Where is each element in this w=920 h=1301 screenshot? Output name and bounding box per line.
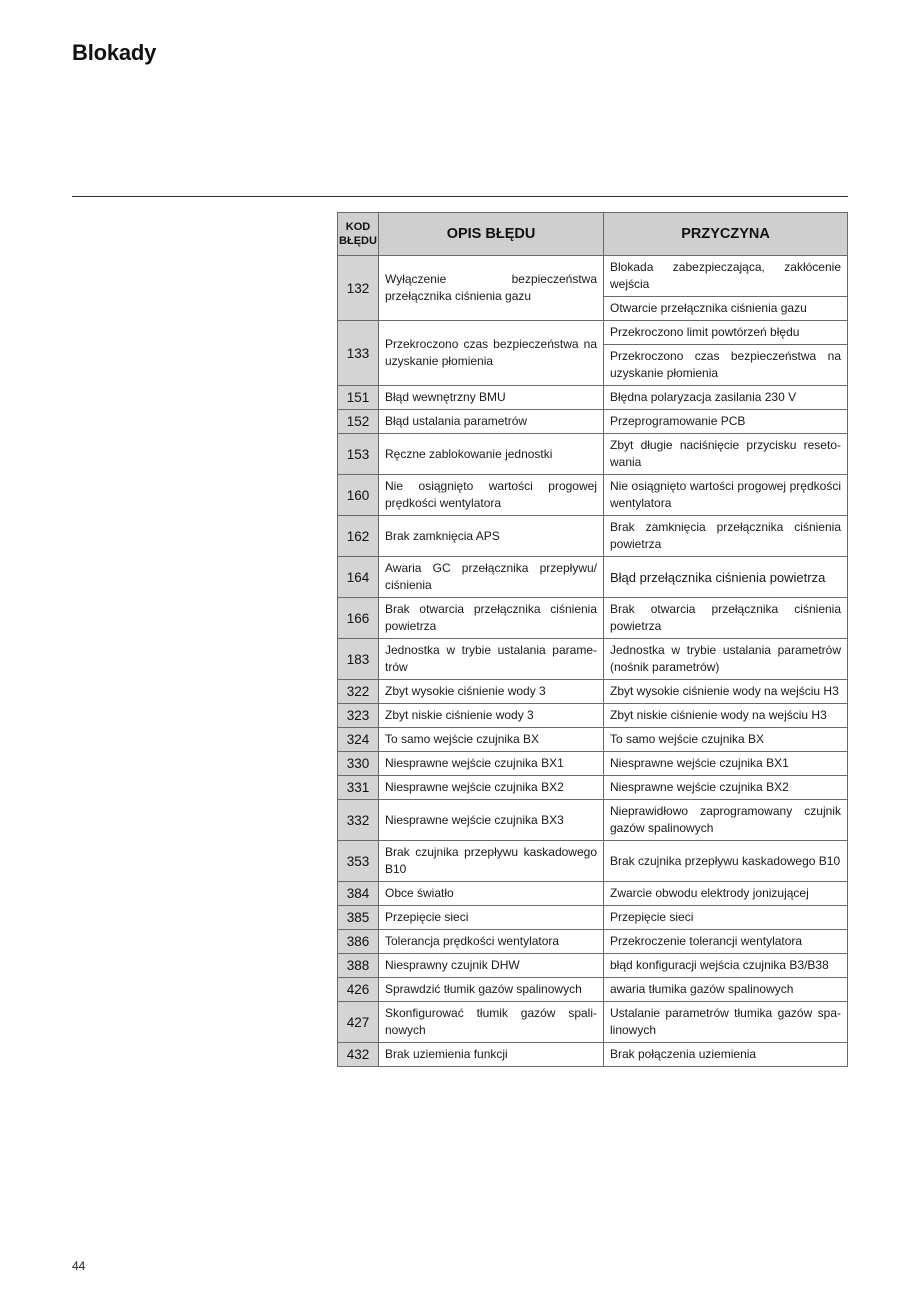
error-code-table <box>337 212 848 1067</box>
table-row <box>338 752 848 776</box>
error-cause-cell: błąd konfiguracji wejścia czujnika B3/B38 <box>604 954 848 978</box>
error-code-cell: 324 <box>338 728 379 752</box>
table-row <box>338 680 848 704</box>
error-cause-cell: Błąd przełącznika ciśnienia powietrza <box>604 557 848 598</box>
table-row <box>338 386 848 410</box>
header-error-description: OPIS BŁĘDU <box>379 213 604 256</box>
error-cause-cell: Nie osiągnięto wartości progowej prędkości wentylatora <box>604 475 848 516</box>
error-code-cell: 133 <box>338 321 379 386</box>
error-code-cell: 426 <box>338 978 379 1002</box>
error-description-cell: Nie osiągnięto wartości progowej prędkości wentylatora <box>379 475 604 516</box>
table-row <box>338 516 848 557</box>
header-cause: PRZYCZYNA <box>604 213 848 256</box>
error-description-cell: Tolerancja prędkości wentylatora <box>379 930 604 954</box>
error-description-cell: Obce światło <box>379 882 604 906</box>
error-description-cell: Niesprawne wejście czujnika BX2 <box>379 776 604 800</box>
error-code-cell: 331 <box>338 776 379 800</box>
error-cause-cell: Ustalanie parametrów tłumika gazów spa-linowych <box>604 1002 848 1043</box>
table-row <box>338 776 848 800</box>
table-row <box>338 475 848 516</box>
table-row <box>338 1043 848 1067</box>
error-cause-cell: Przeprogramowanie PCB <box>604 410 848 434</box>
header-divider <box>72 196 848 197</box>
error-cause-cell: To samo wejście czujnika BX <box>604 728 848 752</box>
error-cause-cell: Niesprawne wejście czujnika BX1 <box>604 752 848 776</box>
error-cause-cell: Brak czujnika przepływu kaskadowego B10 <box>604 841 848 882</box>
table-row <box>338 728 848 752</box>
error-cause-cell: Niesprawne wejście czujnika BX2 <box>604 776 848 800</box>
error-code-cell: 388 <box>338 954 379 978</box>
error-code-cell: 384 <box>338 882 379 906</box>
error-code-cell: 160 <box>338 475 379 516</box>
error-code-cell: 153 <box>338 434 379 475</box>
table-row <box>338 639 848 680</box>
error-description-cell: Błąd ustalania parametrów <box>379 410 604 434</box>
error-description-cell: To samo wejście czujnika BX <box>379 728 604 752</box>
table-row <box>338 930 848 954</box>
error-cause-cell: Otwarcie przełącznika ciśnienia gazu <box>604 297 848 321</box>
error-cause-cell: Brak otwarcia przełącznika ciśnienia powietrza <box>604 598 848 639</box>
error-code-cell: 151 <box>338 386 379 410</box>
error-description-cell: Niesprawne wejście czujnika BX3 <box>379 800 604 841</box>
error-description-cell: Awaria GC przełącznika przepływu/ ciśnienia <box>379 557 604 598</box>
error-code-cell: 323 <box>338 704 379 728</box>
table-row <box>338 906 848 930</box>
error-cause-cell: Przekroczono czas bezpieczeństwa na uzyskanie płomienia <box>604 345 848 386</box>
table-row <box>338 954 848 978</box>
error-cause-cell: Błędna polaryzacja zasilania 230 V <box>604 386 848 410</box>
table-row <box>338 841 848 882</box>
error-description-cell: Sprawdzić tłumik gazów spalinowych <box>379 978 604 1002</box>
error-code-cell: 183 <box>338 639 379 680</box>
error-cause-cell: Brak połączenia uziemienia <box>604 1043 848 1067</box>
error-cause-cell: Zwarcie obwodu elektrody jonizującej <box>604 882 848 906</box>
table-row <box>338 1002 848 1043</box>
table-row <box>338 704 848 728</box>
error-cause-cell: Przepięcie sieci <box>604 906 848 930</box>
table-row <box>338 410 848 434</box>
table-row <box>338 978 848 1002</box>
error-description-cell: Wyłączenie bezpieczeństwa przełącznika ciśnienia gazu <box>379 256 604 321</box>
error-cause-cell: Brak zamknięcia przełącznika ciśnienia powietrza <box>604 516 848 557</box>
header-code-line2: BŁĘDU <box>339 235 377 247</box>
error-code-cell: 166 <box>338 598 379 639</box>
table-row <box>338 557 848 598</box>
error-description-cell: Jednostka w trybie ustalania parame-trów <box>379 639 604 680</box>
error-cause-cell: awaria tłumika gazów spalinowych <box>604 978 848 1002</box>
error-description-cell: Przekroczono czas bezpieczeństwa na uzyskanie płomienia <box>379 321 604 386</box>
error-code-cell: 386 <box>338 930 379 954</box>
page-number: 44 <box>72 1259 86 1273</box>
error-description-cell: Brak zamknięcia APS <box>379 516 604 557</box>
error-code-cell: 164 <box>338 557 379 598</box>
error-cause-cell: Nieprawidłowo zaprogramowany czujnik gazów spalinowych <box>604 800 848 841</box>
table-row <box>338 321 848 345</box>
error-code-cell: 162 <box>338 516 379 557</box>
error-cause-cell: Blokada zabezpieczająca, zakłócenie wejścia <box>604 256 848 297</box>
error-code-cell: 152 <box>338 410 379 434</box>
error-cause-cell: Zbyt wysokie ciśnienie wody na wejściu H3 <box>604 680 848 704</box>
error-description-cell: Niesprawne wejście czujnika BX1 <box>379 752 604 776</box>
error-description-cell: Skonfigurować tłumik gazów spali-nowych <box>379 1002 604 1043</box>
error-description-cell: Zbyt niskie ciśnienie wody 3 <box>379 704 604 728</box>
table-row <box>338 882 848 906</box>
table-row <box>338 256 848 297</box>
error-code-cell: 332 <box>338 800 379 841</box>
error-description-cell: Błąd wewnętrzny BMU <box>379 386 604 410</box>
error-cause-cell: Jednostka w trybie ustalania parametrów (nośnik parametrów) <box>604 639 848 680</box>
error-description-cell: Ręczne zablokowanie jednostki <box>379 434 604 475</box>
header-code-line1: KOD <box>345 221 371 233</box>
error-code-cell: 322 <box>338 680 379 704</box>
error-cause-cell: Przekroczenie tolerancji wentylatora <box>604 930 848 954</box>
error-code-cell: 132 <box>338 256 379 321</box>
error-cause-cell: Zbyt długie naciśnięcie przycisku reseto-wania <box>604 434 848 475</box>
error-description-cell: Brak uziemienia funkcji <box>379 1043 604 1067</box>
error-cause-cell: Przekroczono limit powtórzeń błędu <box>604 321 848 345</box>
error-description-cell: Brak czujnika przepływu kaskadowego B10 <box>379 841 604 882</box>
error-description-cell: Przepięcie sieci <box>379 906 604 930</box>
error-description-cell: Brak otwarcia przełącznika ciśnienia powietrza <box>379 598 604 639</box>
error-code-cell: 385 <box>338 906 379 930</box>
table-header-row <box>338 213 848 256</box>
error-description-cell: Niesprawny czujnik DHW <box>379 954 604 978</box>
table-body <box>338 256 848 1067</box>
page-title: Blokady <box>72 40 157 65</box>
error-description-cell: Zbyt wysokie ciśnienie wody 3 <box>379 680 604 704</box>
table-row <box>338 800 848 841</box>
table-row <box>338 434 848 475</box>
header-error-code <box>338 213 379 256</box>
error-code-cell: 432 <box>338 1043 379 1067</box>
table-row <box>338 598 848 639</box>
error-code-cell: 330 <box>338 752 379 776</box>
error-cause-cell: Zbyt niskie ciśnienie wody na wejściu H3 <box>604 704 848 728</box>
error-code-cell: 427 <box>338 1002 379 1043</box>
error-code-cell: 353 <box>338 841 379 882</box>
